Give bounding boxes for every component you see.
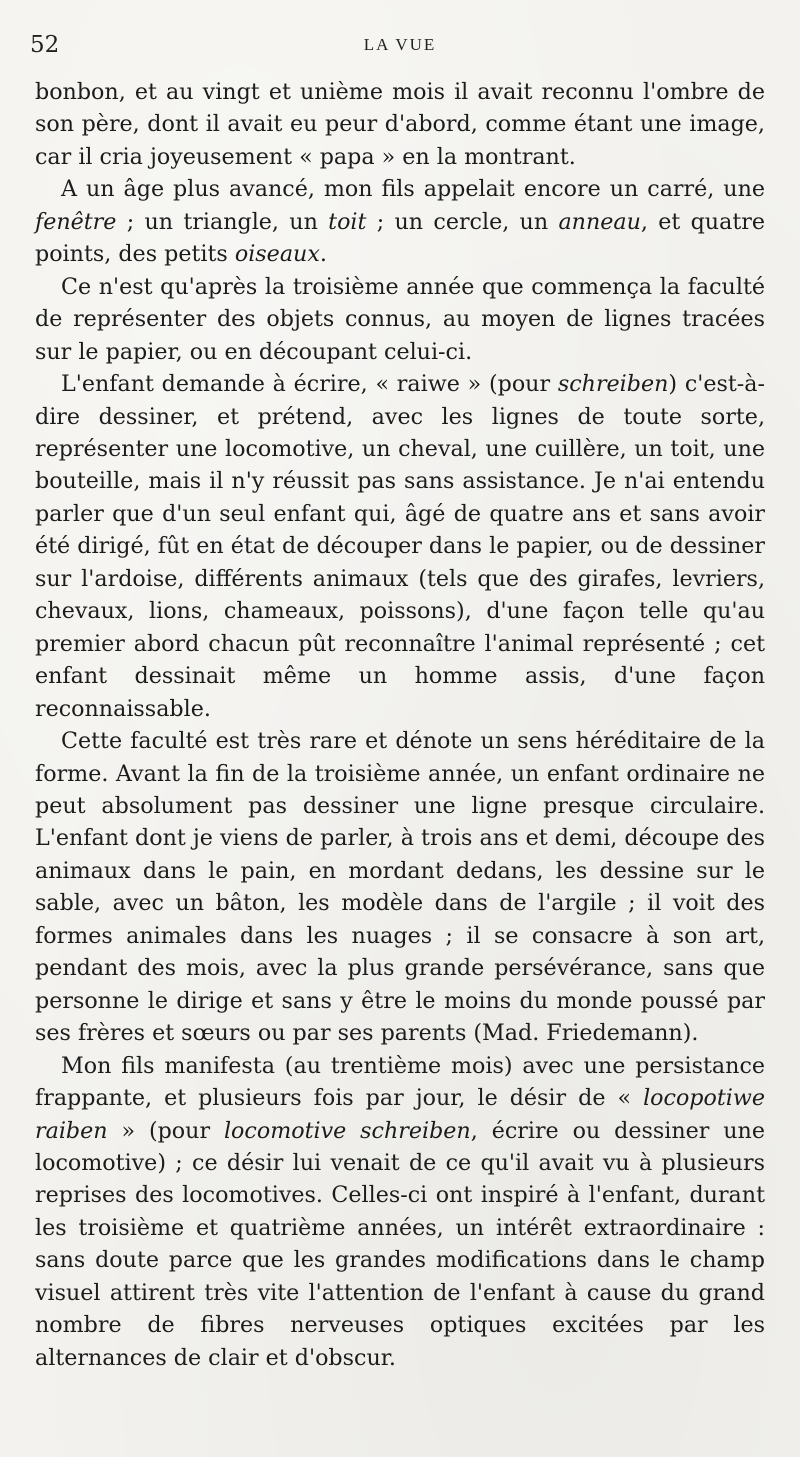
text-run: Ce n'est qu'après la troisième année que commença la faculté de représenter des objets connus, au moyen de lignes tracées sur le papier, ou en découpant celui-ci. [35,273,765,365]
paragraph [35,368,765,725]
italic-text: locomotive schreiben [223,1117,471,1144]
text-run: Mon fils manifesta (au trentième mois) avec une persistance frappante, et plusieurs fois par jour, le désir de « [35,1052,765,1112]
italic-text: schreiben [557,371,669,398]
text-run: , écrire ou dessiner une locomotive) ; ce désir lui venait de ce qu'il avait vu à plusieurs reprises des locomotives. Celles-ci ont inspiré à l'enfant, durant les troisième et quatrième années, un intérêt extraordinaire : sans doute parce que les grandes modifications dans le champ visuel attirent très vite l'attention de l'enfant à cause du grand nombre de fibres nerveuses optiques excitées par les alternances de clair et d'obscur. [35,1117,765,1371]
text-run: L'enfant demande à écrire, « raiwe » (pour [61,371,558,398]
text-run: ; un cercle, un [366,208,559,235]
running-title: LA VUE [363,35,437,54]
page-header [30,30,770,60]
text-run: ; un triangle, un [116,208,329,235]
paragraph [35,725,765,1050]
italic-text: locopotiwe raiben [35,1085,765,1144]
italic-text: fenêtre [35,208,117,235]
text-run: . [319,241,327,268]
text-run: » (pour [107,1117,224,1144]
italic-text: anneau [558,208,641,235]
body-text [35,76,765,1374]
italic-text: oiseaux [234,241,320,268]
text-run: Cette faculté est très rare et dénote un sens héréditaire de la forme. Avant la fin de la troisième année, un enfant ordinaire ne peut absolument pas dessiner une ligne presque circulaire. L'enfant dont je viens de parler, à trois ans et demi, découpe des animaux dans le pain, en mordant dedans, les dessine sur le sable, avec un bâton, les modèle dans de l'argile ; il voit des formes animales dans les nuages ; il se consacre à son art, pendant des mois, avec la plus grande persévérance, sans que personne le dirige et sans y être le moins du monde poussé par ses frères et sœurs ou par ses parents (Mad. Friedemann). [35,728,765,1047]
text-run: bonbon, et au vingt et unième mois il avait reconnu l'ombre de son père, dont il avait eu peur d'abord, comme étant une image, car il cria joyeusement « papa » en la montrant. [35,79,765,170]
paragraph [35,76,765,173]
italic-text: toit [328,208,367,235]
paragraph [35,1050,765,1375]
text-run: A un âge plus avancé, mon fils appelait encore un carré, une [61,176,765,203]
page-number: 52 [30,32,60,58]
paragraph [35,271,765,368]
paragraph [35,173,765,270]
text-run: ) c'est-à-dire dessiner, et prétend, avec les lignes de toute sorte, représenter une locomotive, un cheval, une cuillère, un toit, une bouteille, mais il n'y réussit pas sans assistance. Je n'ai entendu parler que d'un seul enfant qui, âgé de quatre ans et sans avoir été dirigé, fût en état de découper dans le papier, ou de dessiner sur l'ardoise, différents animaux (tels que des girafes, levriers, chevaux, lions, chameaux, poissons), d'une façon telle qu'au premier abord chacun pût reconnaître l'animal représenté ; cet enfant dessinait même un homme assis, d'une façon reconnaissable. [35,371,766,722]
text-run: , et quatre points, des petits [35,208,765,268]
